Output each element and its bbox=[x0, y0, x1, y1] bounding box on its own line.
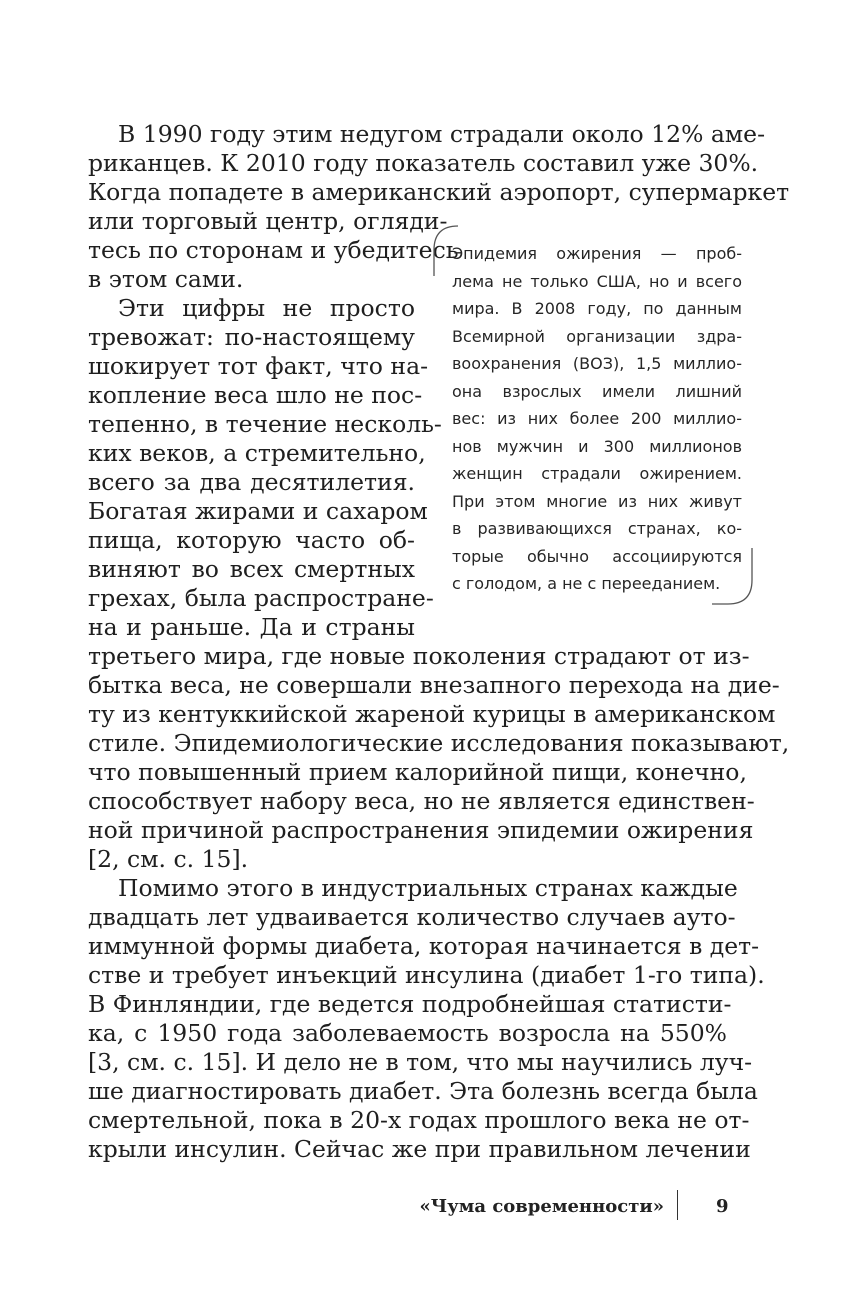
body-line: пища, которую часто об- bbox=[88, 526, 415, 554]
body-line: виняют во всех смертных bbox=[88, 555, 415, 583]
body-line: стве и требует инъекций инсулина (диабет 1-го типа). bbox=[88, 961, 765, 989]
sidebar-line: женщин страдали ожирением. bbox=[452, 464, 742, 483]
body-line: крыли инсулин. Сейчас же при правильном лечении bbox=[88, 1135, 751, 1163]
body-line: Когда попадете в американский аэропорт, супермаркет bbox=[88, 178, 790, 206]
body-line: грехах, была распростране- bbox=[88, 584, 434, 612]
body-line: смертельной, пока в 20-х годах прошлого века не от- bbox=[88, 1106, 750, 1134]
sidebar-line: нов мужчин и 300 миллионов bbox=[452, 436, 742, 456]
body-line: стиле. Эпидемиологические исследования показывают, bbox=[88, 729, 790, 757]
page-number: 9 bbox=[716, 1196, 729, 1217]
body-line: или торговый центр, огляди- bbox=[88, 207, 448, 235]
body-line: всего за два десятилетия. bbox=[88, 468, 415, 496]
body-line: двадцать лет удваивается количество случаев ауто- bbox=[88, 903, 736, 931]
body-line: Эти цифры не просто bbox=[118, 294, 415, 322]
body-line: ка, с 1950 года заболеваемость возросла на 550% bbox=[88, 1019, 727, 1047]
body-line: ше диагностировать диабет. Эта болезнь всегда была bbox=[88, 1077, 758, 1105]
sidebar-line: вес: из них более 200 миллио- bbox=[452, 409, 742, 428]
body-line: иммунной формы диабета, которая начинается в дет- bbox=[88, 932, 760, 960]
body-line: [3, см. с. 15]. И дело не в том, что мы научились луч- bbox=[88, 1048, 753, 1076]
body-line: [2, см. с. 15]. bbox=[88, 845, 249, 873]
sidebar-callout bbox=[430, 224, 756, 607]
body-line: способствует набору веса, но не является единствен- bbox=[88, 787, 755, 815]
body-line: на и раньше. Да и страны bbox=[88, 613, 415, 641]
body-line: В Финляндии, где ведется подробнейшая статисти- bbox=[88, 990, 732, 1018]
footer-divider bbox=[677, 1190, 678, 1220]
body-line: в этом сами. bbox=[88, 265, 244, 293]
body-line: третьего мира, где новые поколения страдают от из- bbox=[88, 642, 750, 670]
running-footer-title: «Чума современности» bbox=[419, 1196, 664, 1217]
body-line: ту из кентуккийской жареной курицы в американском bbox=[88, 700, 776, 728]
sidebar-line: При этом многие из них живут bbox=[452, 491, 742, 511]
sidebar-line: воохранения (ВОЗ), 1,5 миллио- bbox=[452, 354, 742, 373]
body-line: В 1990 году этим недугом страдали около 12% аме- bbox=[118, 120, 766, 148]
sidebar-line: Всемирной организации здра- bbox=[452, 326, 742, 346]
body-line: ной причиной распространения эпидемии ожирения bbox=[88, 816, 754, 844]
body-line: шокирует тот факт, что на- bbox=[88, 352, 429, 380]
sidebar-line: Эпидемия ожирения — проб- bbox=[452, 244, 742, 263]
sidebar-line: в развивающихся странах, ко- bbox=[452, 519, 742, 538]
sidebar-line: лема не только США, но и всего bbox=[452, 271, 742, 291]
sidebar-line: с голодом, а не с перееданием. bbox=[452, 574, 721, 593]
body-line: копление веса шло не пос- bbox=[88, 381, 423, 409]
body-line: тесь по сторонам и убедитесь bbox=[88, 236, 459, 264]
body-line: что повышенный прием калорийной пищи, конечно, bbox=[88, 758, 747, 786]
body-line: ких веков, а стремительно, bbox=[88, 439, 426, 467]
sidebar-line: торые обычно ассоциируются bbox=[452, 546, 742, 566]
sidebar-line: она взрослых имели лишний bbox=[452, 381, 742, 401]
body-line: тепенно, в течение несколь- bbox=[88, 410, 442, 438]
body-line: тревожат: по-настоящему bbox=[88, 323, 415, 351]
body-line: Помимо этого в индустриальных странах каждые bbox=[118, 874, 738, 902]
body-line: риканцев. К 2010 году показатель составил уже 30%. bbox=[88, 149, 759, 177]
body-line: бытка веса, не совершали внезапного перехода на дие- bbox=[88, 671, 780, 699]
body-line: Богатая жирами и сахаром bbox=[88, 497, 428, 525]
sidebar-line: мира. В 2008 году, по данным bbox=[452, 299, 742, 318]
